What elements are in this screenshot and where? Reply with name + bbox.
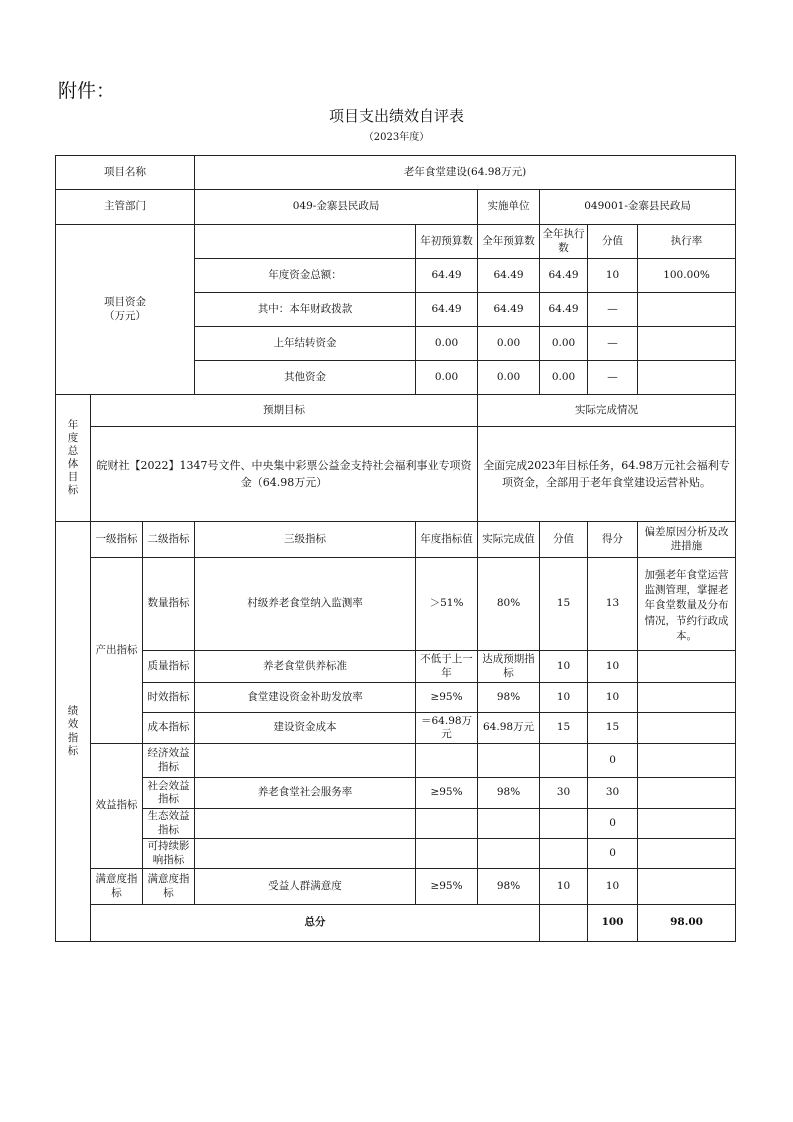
total-label: 总分: [91, 905, 540, 942]
indicator-score: 10: [588, 869, 638, 905]
funds-row-annual: 0.00: [478, 327, 540, 361]
indicator-score-value: 10: [540, 869, 588, 905]
perf-header-actual: 实际完成值: [478, 522, 540, 558]
indicator-score-value: 10: [540, 651, 588, 683]
funds-row-rate: 100.00%: [638, 259, 736, 293]
total-score: 98.00: [638, 905, 736, 942]
funds-header-rate: 执行率: [638, 225, 736, 259]
funds-row-rate: [638, 327, 736, 361]
indicator-actual: 64.98万元: [478, 713, 540, 744]
project-name: 老年食堂建设(64.98万元): [195, 156, 736, 190]
indicator-note: [638, 809, 736, 839]
funds-header-initial: 年初预算数: [416, 225, 478, 259]
indicator-target: [416, 744, 478, 778]
funds-row-initial: 0.00: [416, 327, 478, 361]
goals-label: 年 度 总 体 目 标: [56, 395, 91, 522]
funds-row-score-value: 10: [588, 259, 638, 293]
impl-value: 049001-金寨县民政局: [540, 190, 736, 225]
indicator-level3: 养老食堂供养标准: [195, 651, 416, 683]
indicator-note: [638, 713, 736, 744]
indicator-actual: [478, 839, 540, 869]
indicator-row: [56, 839, 736, 869]
funds-row-initial: 64.49: [416, 259, 478, 293]
indicator-actual: 达成预期指标: [478, 651, 540, 683]
funds-header-score-value: 分值: [588, 225, 638, 259]
funds-row-executed: 0.00: [540, 327, 588, 361]
indicator-actual: 98%: [478, 869, 540, 905]
indicator-row: [56, 778, 736, 809]
perf-header-score: 得分: [588, 522, 638, 558]
funds-row-score-value: —: [588, 293, 638, 327]
indicator-level2: 生态效益指标: [143, 809, 195, 839]
indicator-score: 10: [588, 651, 638, 683]
funds-row-annual: 64.49: [478, 259, 540, 293]
indicator-actual: 80%: [478, 558, 540, 651]
funds-row-label: 上年结转资金: [195, 327, 416, 361]
indicator-level2: 满意度指标: [143, 869, 195, 905]
indicator-target: ≥95%: [416, 869, 478, 905]
indicator-score-value: 15: [540, 558, 588, 651]
perf-header-note: 偏差原因分析及改进措施: [638, 522, 736, 558]
indicator-score: 30: [588, 778, 638, 809]
indicator-level2: 社会效益指标: [143, 778, 195, 809]
page-year: （2023年度）: [363, 132, 430, 143]
self-evaluation-table: [55, 155, 736, 942]
indicator-score-value: [540, 839, 588, 869]
indicator-target: ≥95%: [416, 778, 478, 809]
indicator-score: 15: [588, 713, 638, 744]
satisfaction-indicator-label: 满意度指标: [91, 869, 143, 905]
goals-actual-text: 全面完成2023年目标任务，64.98万元社会福利专项资金，全部用于老年食堂建设运营补贴。: [478, 427, 736, 522]
indicator-score: 0: [588, 744, 638, 778]
indicator-level3: [195, 744, 416, 778]
indicator-score-value: 30: [540, 778, 588, 809]
indicator-target: [416, 839, 478, 869]
goals-actual-header: 实际完成情况: [478, 395, 736, 427]
indicator-score: 0: [588, 809, 638, 839]
indicator-score: 0: [588, 839, 638, 869]
indicator-row: [56, 683, 736, 713]
funds-row-label: 其中：本年财政拨款: [195, 293, 416, 327]
indicator-level3: [195, 809, 416, 839]
indicator-note: [638, 869, 736, 905]
indicator-note: [638, 744, 736, 778]
indicator-note: [638, 778, 736, 809]
indicator-level2: 成本指标: [143, 713, 195, 744]
dept-value: 049-金寨县民政局: [195, 190, 478, 225]
output-indicator-label: 产出指标: [91, 558, 143, 744]
funds-row-rate: [638, 293, 736, 327]
indicator-actual: [478, 744, 540, 778]
indicator-row: [56, 558, 736, 651]
indicator-target: [416, 809, 478, 839]
indicator-level3: [195, 839, 416, 869]
funds-label: 项目资金 （万元）: [56, 225, 195, 395]
funds-row-initial: 64.49: [416, 293, 478, 327]
funds-row-executed: 64.49: [540, 259, 588, 293]
indicator-note: [638, 683, 736, 713]
funds-row-label: 年度资金总额：: [195, 259, 416, 293]
funds-row-score-value: —: [588, 361, 638, 395]
funds-row-initial: 0.00: [416, 361, 478, 395]
indicator-score-value: 15: [540, 713, 588, 744]
indicator-level2: 数量指标: [143, 558, 195, 651]
funds-header-annual: 全年预算数: [478, 225, 540, 259]
funds-row-rate: [638, 361, 736, 395]
indicator-row: [56, 809, 736, 839]
indicator-target: 不低于上一年: [416, 651, 478, 683]
indicator-level3: 食堂建设资金补助发放率: [195, 683, 416, 713]
funds-row-score-value: —: [588, 327, 638, 361]
indicator-row: [56, 869, 736, 905]
perf-header-level1: 一级指标: [91, 522, 143, 558]
indicator-level2: 可持续影响指标: [143, 839, 195, 869]
indicator-score-value: 10: [540, 683, 588, 713]
indicator-actual: [478, 809, 540, 839]
indicator-level2: 时效指标: [143, 683, 195, 713]
goals-expected-header: 预期目标: [91, 395, 478, 427]
indicator-target: ≥95%: [416, 683, 478, 713]
goals-expected-text: 皖财社【2022】1347号文件、中央集中彩票公益金支持社会福利事业专项资金（64.98万元）: [91, 427, 478, 522]
total-score-value: 100: [588, 905, 638, 942]
dept-label: 主管部门: [56, 190, 195, 225]
funds-row-annual: 0.00: [478, 361, 540, 395]
effect-indicator-label: 效益指标: [91, 744, 143, 869]
indicator-note: [638, 651, 736, 683]
funds-row-executed: 64.49: [540, 293, 588, 327]
impl-label: 实施单位: [478, 190, 540, 225]
indicator-actual: 98%: [478, 683, 540, 713]
indicator-level2: 质量指标: [143, 651, 195, 683]
indicator-level3: 建设资金成本: [195, 713, 416, 744]
indicator-target: ＞51%: [416, 558, 478, 651]
indicator-row: [56, 651, 736, 683]
indicator-score-value: [540, 809, 588, 839]
indicator-actual: 98%: [478, 778, 540, 809]
indicator-score-value: [540, 744, 588, 778]
perf-header-target: 年度指标值: [416, 522, 478, 558]
total-blank: [540, 905, 588, 942]
indicator-note: [638, 839, 736, 869]
attachment-label: 附件：: [58, 80, 116, 102]
indicator-score: 13: [588, 558, 638, 651]
perf-header-score-value: 分值: [540, 522, 588, 558]
funds-header-executed: 全年执行数: [540, 225, 588, 259]
funds-row-executed: 0.00: [540, 361, 588, 395]
funds-row-annual: 64.49: [478, 293, 540, 327]
funds-row-label: 其他资金: [195, 361, 416, 395]
indicator-level3: 受益人群满意度: [195, 869, 416, 905]
indicator-row: [56, 713, 736, 744]
project-name-label: 项目名称: [56, 156, 195, 190]
indicator-target: ＝64.98万元: [416, 713, 478, 744]
page-title: 项目支出绩效自评表: [328, 107, 464, 125]
indicator-note: 加强老年食堂运营监测管理，掌握老年食堂数量及分布情况，节约行政成本。: [638, 558, 736, 651]
indicator-level3: 村级养老食堂纳入监测率: [195, 558, 416, 651]
perf-header-level2: 二级指标: [143, 522, 195, 558]
perf-header-level3: 三级指标: [195, 522, 416, 558]
indicator-row: [56, 744, 736, 778]
funds-header-blank: [195, 225, 416, 259]
indicator-score: 10: [588, 683, 638, 713]
indicator-level2: 经济效益指标: [143, 744, 195, 778]
indicator-level3: 养老食堂社会服务率: [195, 778, 416, 809]
performance-label: 绩 效 指 标: [56, 522, 91, 942]
